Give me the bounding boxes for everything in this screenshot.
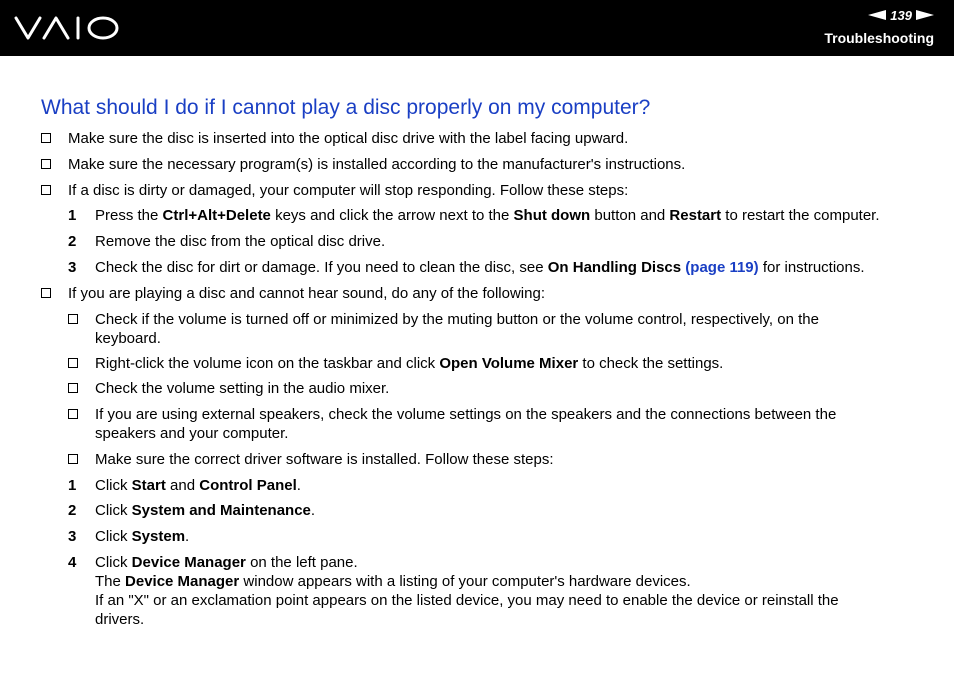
step-number: 1 <box>68 207 77 224</box>
section-title: Troubleshooting <box>824 30 934 46</box>
sub-bullet-item: Right-click the volume icon on the taskbar and click Open Volume Mixer to check the settings. <box>95 355 724 372</box>
step-text: Click Start and Control Panel. <box>95 477 301 494</box>
bullet-box-icon <box>68 454 78 464</box>
bullet-box-icon <box>68 383 78 393</box>
step-text: Check the disc for dirt or damage. If you need to clean the disc, see On Handling Discs (page 119) for instructions. <box>95 259 865 276</box>
step-number: 3 <box>68 528 77 545</box>
step-text: Click System and Maintenance. <box>95 502 316 519</box>
step-text: Click System. <box>95 528 190 545</box>
step-text: Remove the disc from the optical disc drive. <box>95 233 386 250</box>
sub-bullet-item: Make sure the correct driver software is installed. Follow these steps: <box>95 451 554 468</box>
step-number: 4 <box>68 554 77 571</box>
bullet-box-icon <box>68 358 78 368</box>
step-number: 3 <box>68 259 77 276</box>
page-number: 139 <box>890 7 912 23</box>
page-navigation <box>868 7 934 23</box>
page-119-link[interactable]: (page 119) <box>685 259 759 276</box>
bullet-item: Make sure the necessary program(s) is installed according to the manufacturer's instructions. <box>68 156 686 173</box>
bullet-box-icon <box>68 409 78 419</box>
next-page-icon[interactable] <box>916 10 934 20</box>
bullet-item: Make sure the disc is inserted into the optical disc drive with the label facing upward. <box>68 130 629 147</box>
step-number: 2 <box>68 233 77 250</box>
bullet-box-icon <box>41 159 51 169</box>
step-number: 2 <box>68 502 77 519</box>
sub-bullet-item: If you are using external speakers, check the volume settings on the speakers and the connections between the speakers and your computer. <box>95 406 837 442</box>
vaio-logo <box>14 14 122 42</box>
step-number: 1 <box>68 477 77 494</box>
step-text: Press the Ctrl+Alt+Delete keys and click the arrow next to the Shut down button and Restart to restart the computer. <box>95 207 880 224</box>
bullet-item: If you are playing a disc and cannot hear sound, do any of the following: <box>68 285 545 302</box>
bullet-box-icon <box>41 133 51 143</box>
bullet-box-icon <box>41 185 51 195</box>
step-text: Click Device Manager on the left pane. The Device Manager window appears with a listing of your computer's hardware devices. If an "X" or an exclamation point appears on the listed device, you may need to enable the device or reinstall the drivers. <box>95 554 839 628</box>
bullet-box-icon <box>41 288 51 298</box>
previous-page-icon[interactable] <box>868 10 886 20</box>
page-title: What should I do if I cannot play a disc properly on my computer? <box>41 96 651 119</box>
bullet-item: If a disc is dirty or damaged, your computer will stop responding. Follow these steps: <box>68 182 629 199</box>
sub-bullet-item: Check if the volume is turned off or minimized by the muting button or the volume control, respectively, on the keyboard. <box>95 311 819 347</box>
header-bar <box>0 0 954 56</box>
bullet-box-icon <box>68 314 78 324</box>
sub-bullet-item: Check the volume setting in the audio mixer. <box>95 380 390 397</box>
